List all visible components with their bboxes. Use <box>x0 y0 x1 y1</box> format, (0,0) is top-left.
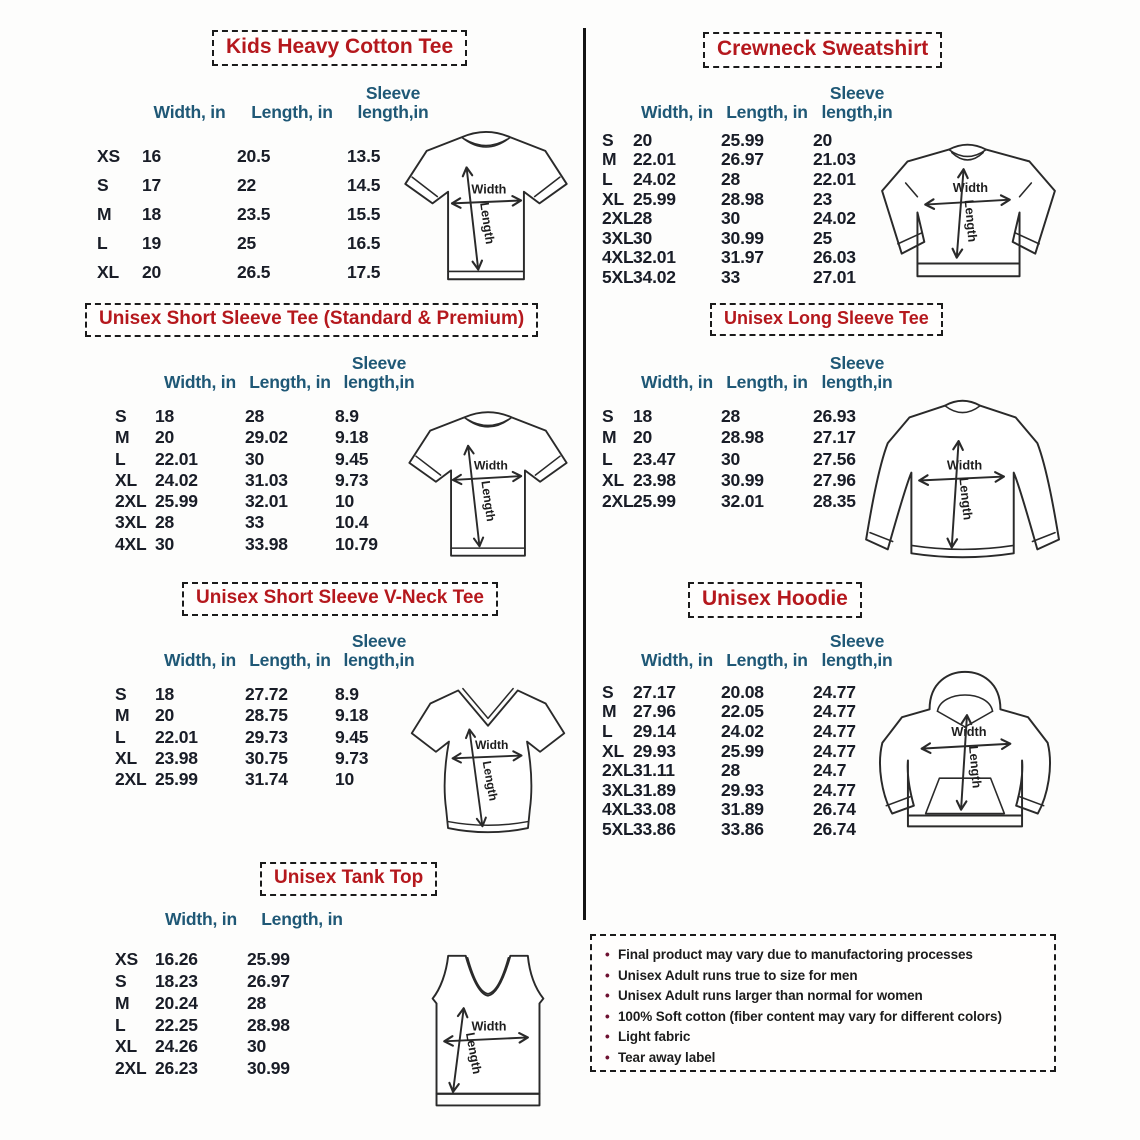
size-row <box>597 189 901 209</box>
measurement-value: 27.01 <box>813 266 856 287</box>
column-header: Length, in <box>726 649 808 670</box>
measurement-value: 28.98 <box>721 427 764 448</box>
measurement-value: 24.77 <box>813 681 856 702</box>
measurement-value: 9.45 <box>335 726 369 747</box>
size-label: 2XL <box>602 760 634 781</box>
size-label: 5XL <box>602 818 634 839</box>
size-label: 4XL <box>115 533 147 554</box>
column-header: Width, in <box>641 371 713 392</box>
table-header-row <box>92 84 439 122</box>
column-header: Width, in <box>641 101 713 122</box>
size-label: 2XL <box>115 1058 147 1079</box>
measurement-value: 24.77 <box>813 720 856 741</box>
size-table-unisex-v-neck-tee <box>110 632 423 790</box>
column-header: Sleeve length,in <box>343 631 415 670</box>
measurement-value: 30 <box>155 533 175 554</box>
measurement-value: 17 <box>142 174 162 195</box>
column-header: Length, in <box>261 909 343 929</box>
measurement-value: 31.89 <box>633 779 676 800</box>
length-arrow-label: Length <box>477 201 497 246</box>
measurement-value: 18 <box>633 405 653 426</box>
size-row <box>110 1036 357 1058</box>
measurement-value: 23.5 <box>237 203 271 224</box>
measurement-value: 27.96 <box>813 469 856 490</box>
measurement-value: 10 <box>335 769 355 790</box>
measurement-value: 29.93 <box>633 740 676 761</box>
size-label: XL <box>115 747 137 768</box>
size-table-unisex-hoodie <box>597 632 901 839</box>
measurement-value: 8.9 <box>335 683 359 704</box>
size-row <box>110 512 423 533</box>
measurement-value: 30 <box>721 208 741 229</box>
hoodie-diagram <box>866 666 1064 848</box>
size-row <box>110 949 357 971</box>
size-row <box>92 229 439 258</box>
measurement-value: 22.01 <box>633 149 676 170</box>
size-label: XL <box>602 469 624 490</box>
size-label: 3XL <box>602 227 634 248</box>
column-header: Width, in <box>164 371 236 392</box>
measurement-value: 25 <box>813 227 833 248</box>
measurement-value: 25.99 <box>633 491 676 512</box>
section-title-kids-heavy-cotton-tee: Kids Heavy Cotton Tee <box>212 30 467 66</box>
size-label: L <box>115 448 126 469</box>
size-label: S <box>602 681 614 702</box>
size-label: M <box>115 992 130 1013</box>
column-header: Sleeve length,in <box>821 353 893 392</box>
short-sleeve-tee-diagram <box>398 390 578 566</box>
size-row <box>597 721 901 741</box>
measurement-value: 22.01 <box>813 168 856 189</box>
measurement-value: 30 <box>721 448 741 469</box>
measurement-value: 23.98 <box>633 469 676 490</box>
size-label: M <box>602 149 617 170</box>
measurement-value: 27.96 <box>633 701 676 722</box>
size-row <box>110 992 357 1014</box>
measurement-value: 28 <box>633 208 653 229</box>
size-label: M <box>97 203 112 224</box>
measurement-value: 10.4 <box>335 512 369 533</box>
measurement-value: 26.74 <box>813 799 856 820</box>
measurement-value: 28 <box>247 992 267 1013</box>
measurement-value: 24.77 <box>813 701 856 722</box>
column-header: Length, in <box>726 371 808 392</box>
crewneck-sweatshirt-diagram <box>860 128 1076 290</box>
measurement-value: 20 <box>813 129 833 150</box>
measurement-value: 9.73 <box>335 747 369 768</box>
measurement-value: 20 <box>633 129 653 150</box>
column-header: Sleeve length,in <box>821 83 893 122</box>
size-row <box>597 247 901 267</box>
measurement-value: 26.74 <box>813 818 856 839</box>
size-row <box>110 534 423 555</box>
measurement-value: 26.97 <box>721 149 764 170</box>
measurement-value: 31.97 <box>721 247 764 268</box>
measurement-value: 28.98 <box>721 188 764 209</box>
size-label: 2XL <box>602 491 634 512</box>
measurement-value: 29.02 <box>245 427 288 448</box>
size-label: S <box>97 174 109 195</box>
length-arrow-label: Length <box>462 1031 485 1076</box>
size-label: XS <box>115 949 138 970</box>
column-header: Width, in <box>165 909 237 929</box>
measurement-value: 23 <box>813 188 833 209</box>
measurement-value: 15.5 <box>347 203 381 224</box>
measurement-value: 18 <box>155 683 175 704</box>
table-header-row <box>110 632 423 670</box>
size-label: L <box>602 448 613 469</box>
length-arrow-label: Length <box>956 476 976 521</box>
measurement-value: 25 <box>237 232 257 253</box>
length-arrow-label: Length <box>966 745 985 789</box>
measurement-value: 28 <box>245 405 265 426</box>
size-table-unisex-short-sleeve-tee <box>110 354 423 555</box>
size-label: S <box>115 971 127 992</box>
measurement-value: 24.02 <box>813 208 856 229</box>
measurement-value: 9.18 <box>335 705 369 726</box>
column-header: Length, in <box>249 371 331 392</box>
measurement-value: 24.02 <box>721 720 764 741</box>
size-label: XL <box>115 1036 137 1057</box>
measurement-value: 20 <box>142 261 162 282</box>
measurement-value: 30.99 <box>247 1058 290 1079</box>
width-arrow-label: Width <box>473 458 508 473</box>
size-label: 4XL <box>602 799 634 820</box>
length-arrow-label: Length <box>479 759 501 802</box>
measurement-value: 30.75 <box>245 747 288 768</box>
size-label: S <box>115 405 127 426</box>
measurement-value: 26.5 <box>237 261 271 282</box>
size-row <box>597 470 901 491</box>
size-row <box>92 142 439 171</box>
column-header: Width, in <box>641 649 713 670</box>
size-label: 3XL <box>602 779 634 800</box>
measurement-value: 29.14 <box>633 720 676 741</box>
width-arrow-label: Width <box>471 1019 507 1034</box>
column-header: Length, in <box>249 649 331 670</box>
measurement-value: 24.7 <box>813 760 847 781</box>
measurement-value: 28 <box>721 168 741 189</box>
measurement-value: 24.26 <box>155 1036 198 1057</box>
measurement-value: 27.56 <box>813 448 856 469</box>
size-label: M <box>602 427 617 448</box>
size-row <box>92 258 439 287</box>
section-title-unisex-tank-top: Unisex Tank Top <box>260 862 437 896</box>
size-label: M <box>115 427 130 448</box>
measurement-value: 25.99 <box>155 491 198 512</box>
size-table-unisex-long-sleeve-tee <box>597 354 901 512</box>
column-header: Width, in <box>153 101 226 122</box>
size-row <box>597 780 901 800</box>
measurement-value: 20 <box>633 427 653 448</box>
size-label: 2XL <box>115 491 147 512</box>
column-divider <box>583 28 586 920</box>
measurement-value: 25.99 <box>633 188 676 209</box>
measurement-value: 22 <box>237 174 257 195</box>
measurement-value: 32.01 <box>633 247 676 268</box>
size-row <box>110 705 423 726</box>
column-header: Length, in <box>251 101 333 122</box>
size-table-kids-heavy-cotton-tee <box>92 84 439 287</box>
measurement-value: 25.99 <box>721 740 764 761</box>
size-label: 5XL <box>602 266 634 287</box>
note-item: • Tear away label <box>604 1048 1044 1069</box>
measurement-value: 23.98 <box>155 747 198 768</box>
size-row <box>110 769 423 790</box>
size-label: XL <box>97 261 119 282</box>
measurement-value: 22.05 <box>721 701 764 722</box>
size-label: S <box>115 683 127 704</box>
length-arrow-label: Length <box>478 479 498 523</box>
measurement-value: 25.99 <box>155 769 198 790</box>
size-row <box>110 427 423 448</box>
measurement-value: 31.11 <box>633 760 675 781</box>
measurement-value: 33.08 <box>633 799 676 820</box>
section-title-unisex-hoodie: Unisex Hoodie <box>688 582 862 618</box>
measurement-value: 26.97 <box>247 971 290 992</box>
measurement-value: 29.93 <box>721 779 764 800</box>
size-row <box>597 228 901 248</box>
measurement-value: 33.86 <box>633 818 676 839</box>
measurement-value: 10 <box>335 491 355 512</box>
measurement-value: 28.75 <box>245 705 288 726</box>
measurement-value: 10.79 <box>335 533 378 554</box>
measurement-value: 33 <box>245 512 265 533</box>
size-row <box>597 208 901 228</box>
size-row <box>597 799 901 819</box>
column-header: Sleeve length,in <box>343 353 415 392</box>
size-row <box>110 1058 357 1080</box>
measurement-value: 31.89 <box>721 799 764 820</box>
size-row <box>110 971 357 993</box>
size-row <box>597 448 901 469</box>
width-arrow-label: Width <box>951 723 987 739</box>
size-row <box>597 427 901 448</box>
measurement-value: 24.77 <box>813 740 856 761</box>
short-sleeve-tee-diagram <box>392 112 580 287</box>
measurement-value: 28.98 <box>247 1014 290 1035</box>
measurement-value: 26.03 <box>813 247 856 268</box>
table-header-row <box>597 632 901 670</box>
measurement-value: 25.99 <box>247 949 290 970</box>
measurement-value: 32.01 <box>721 491 764 512</box>
measurement-value: 27.17 <box>813 427 856 448</box>
measurement-value: 20.24 <box>155 992 198 1013</box>
measurement-value: 16 <box>142 145 162 166</box>
size-label: XL <box>602 740 624 761</box>
measurement-value: 28 <box>721 760 741 781</box>
measurement-value: 9.18 <box>335 427 369 448</box>
measurement-value: 20.08 <box>721 681 764 702</box>
column-header: Length, in <box>726 101 808 122</box>
measurement-value: 24.02 <box>155 469 198 490</box>
size-label: L <box>115 726 126 747</box>
tank-top-diagram <box>424 950 552 1120</box>
size-row <box>110 748 423 769</box>
size-label: XL <box>602 188 624 209</box>
measurement-value: 31.74 <box>245 769 288 790</box>
measurement-value: 16.5 <box>347 232 381 253</box>
table-header-row <box>110 910 357 929</box>
size-label: XS <box>97 145 120 166</box>
measurement-value: 9.73 <box>335 469 369 490</box>
size-label: L <box>115 1014 126 1035</box>
size-row <box>92 171 439 200</box>
column-header: Width, in <box>164 649 236 670</box>
size-row <box>597 267 901 287</box>
measurement-value: 28 <box>155 512 175 533</box>
measurement-value: 30 <box>633 227 653 248</box>
long-sleeve-tee-diagram <box>860 386 1072 573</box>
measurement-value: 17.5 <box>347 261 381 282</box>
size-label: S <box>602 405 614 426</box>
measurement-value: 19 <box>142 232 162 253</box>
size-row <box>110 406 423 427</box>
length-arrow-label: Length <box>961 199 981 243</box>
measurement-value: 14.5 <box>347 174 381 195</box>
size-table-crewneck-sweatshirt <box>597 84 901 287</box>
size-row <box>597 741 901 761</box>
section-title-crewneck-sweatshirt: Crewneck Sweatshirt <box>703 32 942 68</box>
measurement-value: 23.47 <box>633 448 676 469</box>
measurement-value: 18 <box>142 203 162 224</box>
note-item: • Unisex Adult runs true to size for men <box>604 966 1044 987</box>
measurement-value: 26.23 <box>155 1058 198 1079</box>
size-row <box>597 760 901 780</box>
width-arrow-label: Width <box>952 179 989 195</box>
size-row <box>597 491 901 512</box>
width-arrow-label: Width <box>471 182 507 197</box>
size-table-unisex-tank-top <box>110 910 357 1080</box>
section-title-unisex-short-sleeve-tee: Unisex Short Sleeve Tee (Standard & Premium) <box>85 303 538 337</box>
measurement-value: 31.03 <box>245 469 288 490</box>
size-row <box>110 726 423 747</box>
measurement-value: 27.17 <box>633 681 676 702</box>
measurement-value: 24.02 <box>633 168 676 189</box>
note-item: • Light fabric <box>604 1027 1044 1048</box>
measurement-value: 30.99 <box>721 227 764 248</box>
size-label: L <box>602 720 613 741</box>
section-title-unisex-v-neck-tee: Unisex Short Sleeve V-Neck Tee <box>182 582 498 616</box>
size-label: 2XL <box>602 208 634 229</box>
measurement-value: 26.93 <box>813 405 856 426</box>
size-row <box>597 682 901 702</box>
note-item: • Final product may vary due to manufactoring processes <box>604 945 1044 966</box>
size-label: 3XL <box>115 512 147 533</box>
measurement-value: 22.25 <box>155 1014 198 1035</box>
measurement-value: 20 <box>155 705 175 726</box>
section-title-unisex-long-sleeve-tee: Unisex Long Sleeve Tee <box>710 303 943 336</box>
measurement-value: 30 <box>247 1036 267 1057</box>
measurement-value: 33.98 <box>245 533 288 554</box>
size-label: L <box>602 168 613 189</box>
size-row <box>110 448 423 469</box>
width-arrow-label: Width <box>475 738 509 753</box>
measurement-value: 27.72 <box>245 683 288 704</box>
size-row <box>110 684 423 705</box>
measurement-value: 24.77 <box>813 779 856 800</box>
measurement-value: 33.86 <box>721 818 764 839</box>
measurement-value: 28.35 <box>813 491 856 512</box>
measurement-value: 9.45 <box>335 448 369 469</box>
measurement-value: 28 <box>721 405 741 426</box>
product-notes-box <box>590 934 1056 1072</box>
size-row <box>597 701 901 721</box>
measurement-value: 33 <box>721 266 741 287</box>
measurement-value: 34.02 <box>633 266 676 287</box>
table-header-row <box>110 354 423 392</box>
size-label: M <box>115 705 130 726</box>
size-row <box>597 406 901 427</box>
size-row <box>597 169 901 189</box>
measurement-value: 32.01 <box>245 491 288 512</box>
note-item: • Unisex Adult runs larger than normal for women <box>604 986 1044 1007</box>
measurement-value: 18.23 <box>155 971 198 992</box>
size-row <box>92 200 439 229</box>
measurement-value: 20 <box>155 427 175 448</box>
measurement-value: 22.01 <box>155 448 198 469</box>
measurement-value: 13.5 <box>347 145 381 166</box>
measurement-value: 18 <box>155 405 175 426</box>
measurement-value: 30 <box>245 448 265 469</box>
size-row <box>110 470 423 491</box>
size-row <box>597 149 901 169</box>
measurement-value: 8.9 <box>335 405 359 426</box>
size-label: XL <box>115 469 137 490</box>
size-row <box>110 491 423 512</box>
size-row <box>597 130 901 150</box>
measurement-value: 16.26 <box>155 949 198 970</box>
measurement-value: 22.01 <box>155 726 198 747</box>
measurement-value: 20.5 <box>237 145 271 166</box>
v-neck-tee-diagram <box>402 670 574 842</box>
measurement-value: 29.73 <box>245 726 288 747</box>
size-label: M <box>602 701 617 722</box>
table-header-row <box>597 354 901 392</box>
size-label: 2XL <box>115 769 147 790</box>
column-header: Sleeve length,in <box>821 631 893 670</box>
measurement-value: 21.03 <box>813 149 856 170</box>
size-label: S <box>602 129 614 150</box>
measurement-value: 25.99 <box>721 129 764 150</box>
size-label: L <box>97 232 108 253</box>
column-header: Sleeve length,in <box>357 83 429 122</box>
size-row <box>110 1014 357 1036</box>
measurement-value: 30.99 <box>721 469 764 490</box>
table-header-row <box>597 84 901 122</box>
note-item: • 100% Soft cotton (fiber content may vary for different colors) <box>604 1007 1044 1028</box>
size-label: 4XL <box>602 247 634 268</box>
size-row <box>597 819 901 839</box>
width-arrow-label: Width <box>946 457 983 473</box>
